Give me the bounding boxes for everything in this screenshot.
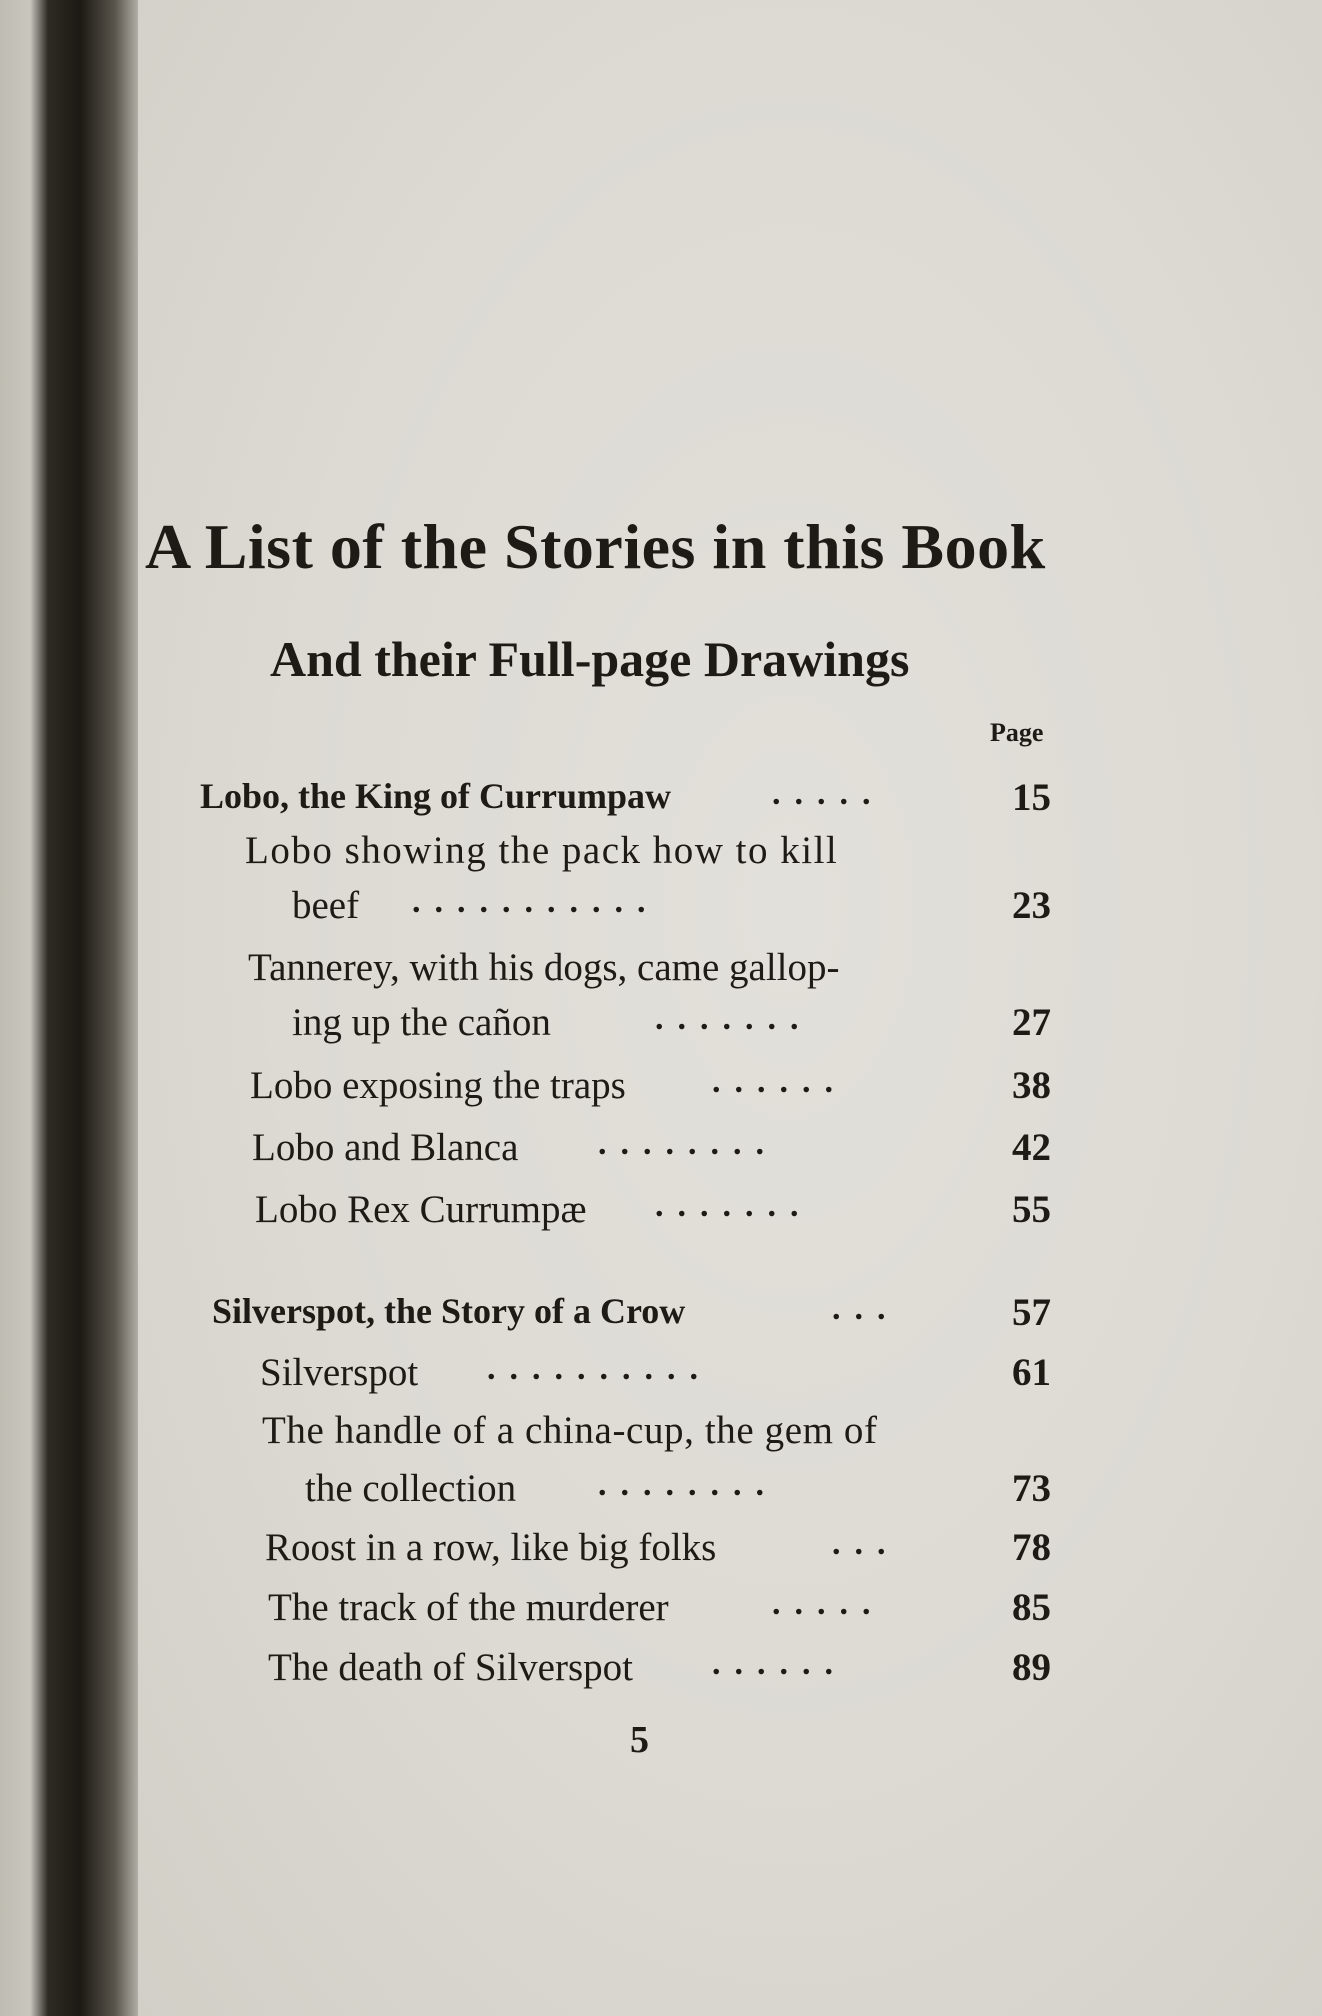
contents-row-drawing (0, 1585, 1322, 1645)
page-number: 15 (1012, 776, 1051, 819)
leader-dots: ...... (712, 1645, 847, 1682)
drawing-title-line1: The handle of a china-cup, the gem of (262, 1409, 878, 1452)
contents-row-drawing (0, 1187, 1322, 1247)
page-number: 23 (1012, 884, 1051, 927)
leader-dots: ... (832, 1290, 900, 1327)
leader-dots: ........... (412, 883, 660, 920)
contents-row-drawing-cont (0, 1000, 1322, 1060)
leader-dots: ...... (712, 1063, 847, 1100)
contents-row-drawing (0, 1645, 1322, 1705)
contents-row-drawing (0, 1408, 1322, 1468)
drawing-title-line2: beef (292, 884, 360, 927)
contents-row-drawing (0, 828, 1322, 888)
leader-dots: .......... (487, 1350, 712, 1387)
page-number: 42 (1012, 1126, 1051, 1169)
contents-row-drawing (0, 1063, 1322, 1123)
leader-dots: ..... (772, 775, 885, 812)
drawing-title: Lobo Rex Currumpæ (255, 1188, 587, 1231)
page-folio-number: 5 (630, 1719, 649, 1761)
story-title: Lobo, the King of Currumpaw (200, 776, 672, 816)
leader-dots: ....... (655, 1187, 813, 1224)
page-number: 73 (1012, 1467, 1051, 1510)
contents-row-drawing (0, 945, 1322, 1005)
drawing-title: The death of Silverspot (268, 1646, 633, 1689)
page-number: 57 (1012, 1291, 1051, 1334)
page-number: 38 (1012, 1064, 1051, 1107)
drawing-title: Lobo exposing the traps (250, 1064, 626, 1107)
page-title: A List of the Stories in this Book (145, 511, 1046, 582)
leader-dots: ........ (598, 1466, 778, 1503)
page-number: 78 (1012, 1526, 1051, 1569)
drawing-title: Lobo and Blanca (252, 1126, 519, 1169)
page-subtitle: And their Full-page Drawings (270, 631, 910, 687)
drawing-title-line2: ing up the cañon (292, 1001, 551, 1044)
page-number: 85 (1012, 1586, 1051, 1629)
leader-dots: ........ (598, 1125, 778, 1162)
story-title: Silverspot, the Story of a Crow (212, 1291, 686, 1331)
drawing-title: Silverspot (260, 1351, 419, 1394)
contents-row-drawing (0, 1350, 1322, 1410)
page-number: 89 (1012, 1646, 1051, 1689)
page-number: 27 (1012, 1001, 1051, 1044)
drawing-title-line2: the collection (305, 1467, 517, 1510)
contents-row-story (0, 775, 1322, 835)
drawing-title-line1: Tannerey, with his dogs, came gallop- (248, 946, 840, 989)
contents-row-drawing (0, 1525, 1322, 1585)
leader-dots: ... (832, 1525, 900, 1562)
contents-row-story (0, 1290, 1322, 1350)
drawing-title-line1: Lobo showing the pack how to kill (245, 829, 839, 872)
contents-row-drawing (0, 1125, 1322, 1185)
drawing-title: Roost in a row, like big folks (265, 1526, 717, 1569)
leader-dots: ..... (772, 1585, 885, 1622)
page-number: 61 (1012, 1351, 1051, 1394)
contents-row-drawing-cont (0, 1466, 1322, 1526)
page-column-label: Page (990, 718, 1044, 747)
page-number: 55 (1012, 1188, 1051, 1231)
drawing-title: The track of the murderer (268, 1586, 669, 1629)
contents-row-drawing-cont (0, 883, 1322, 943)
leader-dots: ....... (655, 1000, 813, 1037)
